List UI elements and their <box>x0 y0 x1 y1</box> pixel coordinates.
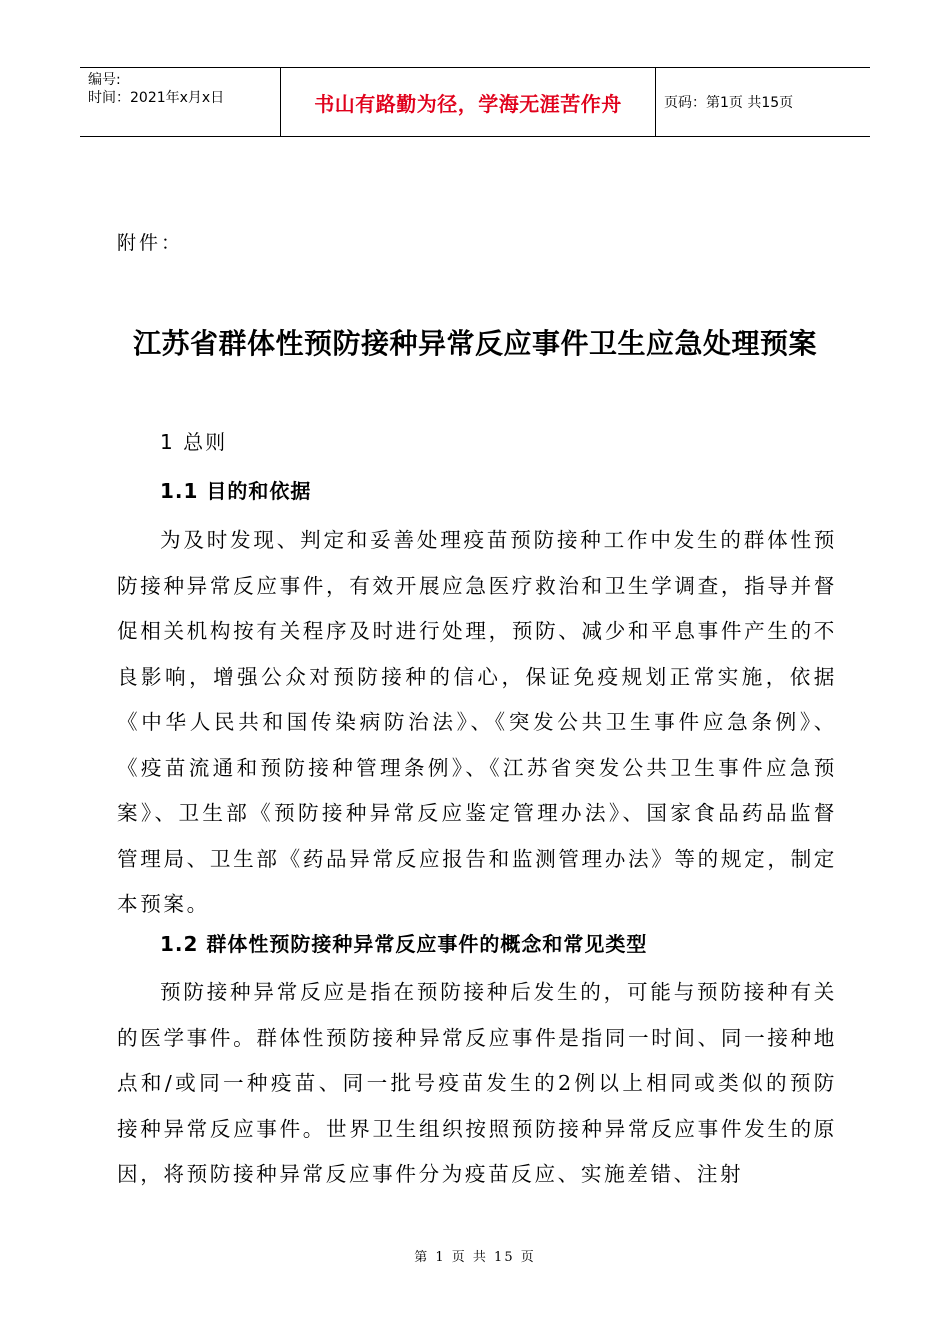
paragraph-purpose: 为及时发现、判定和妥善处理疫苗预防接种工作中发生的群体性预防接种异常反应事件，有效开展应急医疗救治和卫生学调查，指导并督促相关机构按有关程序及时进行处理，预防、减少和平息事件产生的不良影响，增强公众对预防接种的信心，保证免疫规划正常实施，依据《中华人民共和国传染病防治法》、《突发公共卫生事件应急条例》、《疫苗流通和预防接种管理条例》、《江苏省突发公共卫生事件应急预案》、卫生部《预防接种异常反应鉴定管理办法》、国家食品药品监督管理局、卫生部《药品异常反应报告和监测管理办法》等的规定，制定本预案。 <box>117 528 837 916</box>
page-footer: 第 1 页 共 15 页 <box>414 1250 536 1265</box>
header-motto-cell <box>280 68 656 136</box>
header-page-cell <box>656 68 870 136</box>
section-heading-1-1: 1.1 目的和依据 <box>160 479 312 503</box>
time-label: 时间：2021年x月x日 <box>88 90 225 106</box>
header-table <box>80 67 870 137</box>
section-heading-1-2: 1.2 群体性预防接种异常反应事件的概念和常见类型 <box>160 932 648 956</box>
attachment-label: 附件： <box>117 232 184 254</box>
motto-text: 书山有路勤为径，学海无涯苦作舟 <box>314 91 622 116</box>
page-info: 页码：第1页 共15页 <box>664 95 794 111</box>
section-heading-1: 1 总则 <box>160 430 228 454</box>
number-label: 编号: <box>88 72 121 88</box>
header-meta-cell <box>80 68 280 136</box>
document-title: 江苏省群体性预防接种异常反应事件卫生应急处理预案 <box>132 327 817 360</box>
paragraph-definition: 预防接种异常反应是指在预防接种后发生的，可能与预防接种有关的医学事件。群体性预防接种异常反应事件是指同一时间、同一接种地点和/或同一种疫苗、同一批号疫苗发生的2例以上相同或类似的预防接种异常反应事件。世界卫生组织按照预防接种异常反应事件发生的原因，将预防接种异常反应事件分为疫苗反应、实施差错、注射 <box>117 980 837 1186</box>
